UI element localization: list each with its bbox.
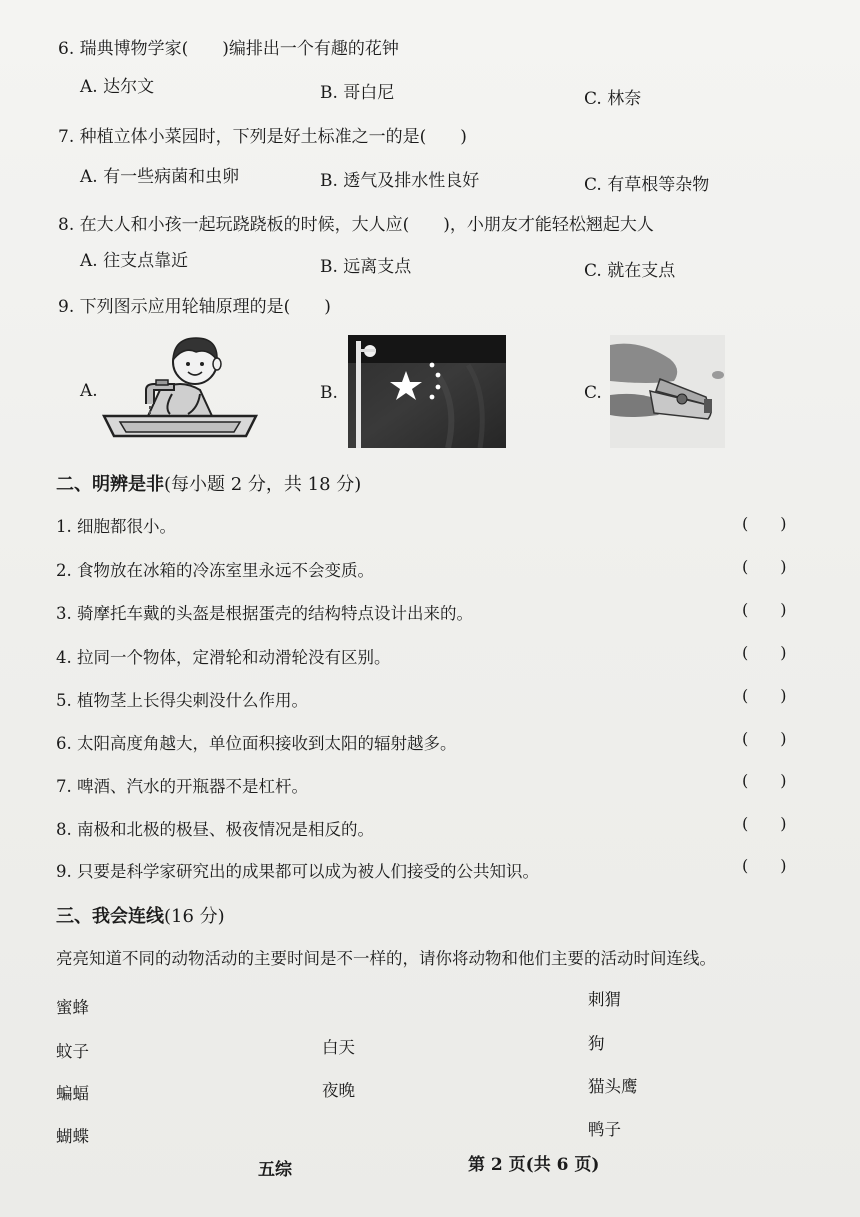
- time-night[interactable]: 夜晚: [322, 1081, 355, 1100]
- animal-hedgehog[interactable]: 刺猬: [588, 990, 621, 1009]
- footer-page-number: 第 2 页(共 6 页): [468, 1155, 600, 1175]
- tf-item-9: 9. 只要是科学家研究出的成果都可以成为被人们接受的公共知识。: [56, 862, 539, 881]
- question-7: 7. 种植立体小菜园时，下列是好土标准之一的是( ): [58, 127, 467, 147]
- q7-option-a[interactable]: A. 有一些病菌和虫卵: [80, 167, 240, 187]
- animal-dog[interactable]: 狗: [588, 1034, 605, 1053]
- figure-flag-on-pole[interactable]: [348, 335, 506, 448]
- section-3-instruction: 亮亮知道不同的动物活动的主要时间是不一样的，请你将动物和他们主要的活动时间连线。: [56, 949, 716, 968]
- animal-bat[interactable]: 蝙蝠: [56, 1084, 89, 1103]
- tf-item-2: 2. 食物放在冰箱的冷冻室里永远不会变质。: [56, 561, 374, 580]
- tf-item-1: 1. 细胞都很小。: [56, 517, 176, 536]
- animal-mosquito[interactable]: 蚊子: [56, 1042, 89, 1061]
- tf-answer-3[interactable]: ( ): [742, 600, 787, 619]
- tf-item-8: 8. 南极和北极的极昼、极夜情况是相反的。: [56, 820, 374, 839]
- tf-item-7: 7. 啤酒、汽水的开瓶器不是杠杆。: [56, 777, 308, 796]
- tf-answer-1[interactable]: ( ): [742, 514, 787, 533]
- q9-option-c[interactable]: C.: [584, 383, 602, 403]
- figure-nail-clipper[interactable]: [610, 335, 725, 448]
- nail-clipper-photo: [610, 335, 725, 448]
- q9-option-a[interactable]: A.: [80, 381, 98, 401]
- section-2-title: 二、明辨是非: [56, 474, 164, 495]
- section-2-subtitle: (每小题 2 分，共 18 分): [164, 474, 362, 495]
- q6-option-a[interactable]: A. 达尔文: [80, 77, 155, 97]
- q6-option-b[interactable]: B. 哥白尼: [320, 83, 395, 103]
- animal-bee[interactable]: 蜜蜂: [56, 998, 89, 1017]
- q7-option-c[interactable]: C. 有草根等杂物: [584, 175, 710, 195]
- q8-option-a[interactable]: A. 往支点靠近: [80, 251, 189, 271]
- animal-butterfly[interactable]: 蝴蝶: [56, 1127, 89, 1146]
- tf-item-3: 3. 骑摩托车戴的头盔是根据蛋壳的结构特点设计出来的。: [56, 604, 473, 623]
- section-3-header: [56, 902, 225, 928]
- footer-subject: 五综: [258, 1160, 292, 1180]
- section-2-header: [56, 470, 361, 496]
- question-6: 6. 瑞典博物学家( )编排出一个有趣的花钟: [58, 39, 399, 59]
- animal-duck[interactable]: 鸭子: [588, 1120, 621, 1139]
- tf-answer-5[interactable]: ( ): [742, 686, 787, 705]
- tf-item-6: 6. 太阳高度角越大，单位面积接收到太阳的辐射越多。: [56, 734, 457, 753]
- time-daytime[interactable]: 白天: [322, 1038, 355, 1057]
- section-3-subtitle: (16 分): [164, 906, 225, 927]
- question-9: 9. 下列图示应用轮轴原理的是( ): [58, 297, 331, 317]
- q9-option-b[interactable]: B.: [320, 383, 338, 403]
- q8-option-c[interactable]: C. 就在支点: [584, 261, 676, 281]
- q6-option-c[interactable]: C. 林奈: [584, 89, 642, 109]
- tf-answer-9[interactable]: ( ): [742, 856, 787, 875]
- tf-answer-8[interactable]: ( ): [742, 814, 787, 833]
- tf-answer-7[interactable]: ( ): [742, 771, 787, 790]
- tf-answer-2[interactable]: ( ): [742, 557, 787, 576]
- tf-answer-4[interactable]: ( ): [742, 643, 787, 662]
- tf-item-4: 4. 拉同一个物体，定滑轮和动滑轮没有区别。: [56, 648, 391, 667]
- q7-option-b[interactable]: B. 透气及排水性良好: [320, 171, 480, 191]
- figure-child-washing-hands[interactable]: [100, 330, 260, 442]
- question-8: 8. 在大人和小孩一起玩跷跷板的时候，大人应( )，小朋友才能轻松翘起大人: [58, 215, 654, 235]
- child-faucet-illustration: [100, 330, 260, 442]
- tf-item-5: 5. 植物茎上长得尖刺没什么作用。: [56, 691, 308, 710]
- tf-answer-6[interactable]: ( ): [742, 729, 787, 748]
- flag-pole-photo: [348, 335, 506, 448]
- animal-owl[interactable]: 猫头鹰: [588, 1077, 638, 1096]
- section-3-title: 三、我会连线: [56, 906, 164, 927]
- q8-option-b[interactable]: B. 远离支点: [320, 257, 412, 277]
